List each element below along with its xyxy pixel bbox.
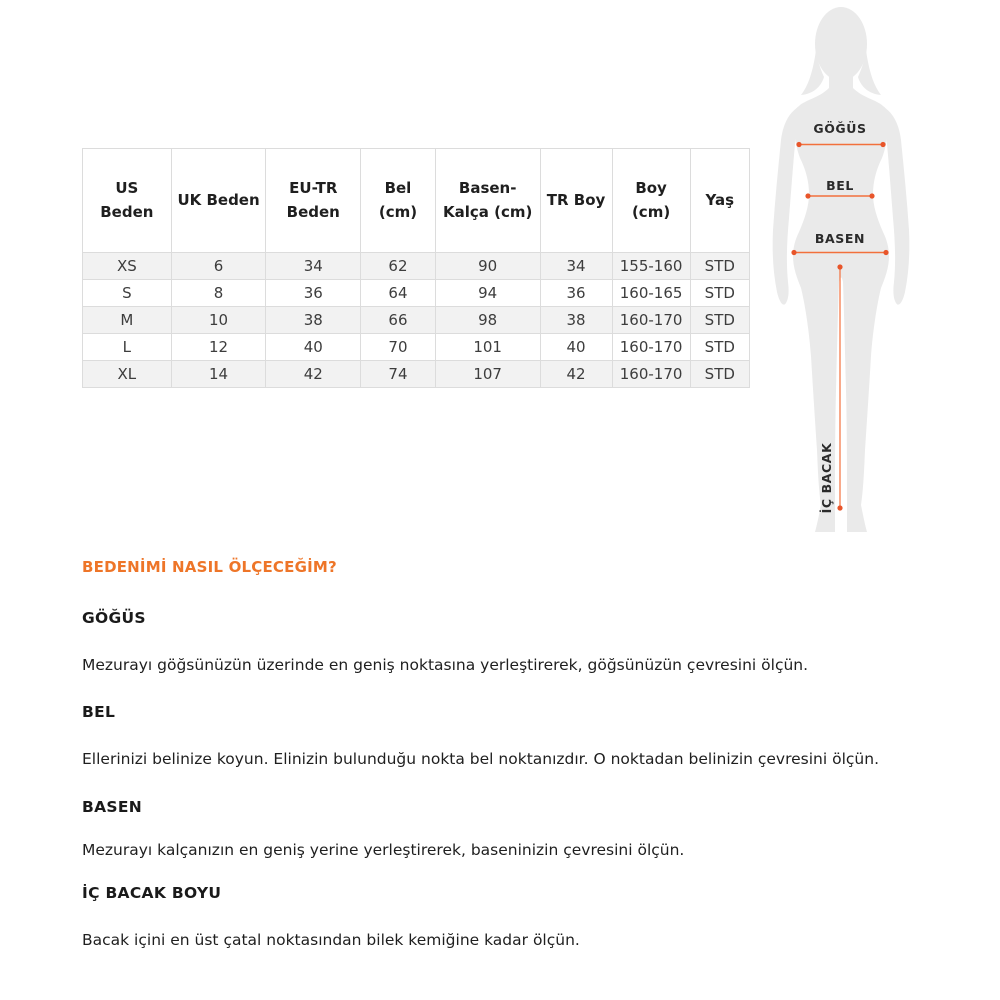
table-cell: 8 [171,280,266,307]
table-cell: 74 [361,361,436,388]
guide-title: BEDENİMİ NASIL ÖLÇECEĞİM? [82,558,337,576]
table-cell: STD [690,253,749,280]
table-cell: 42 [266,361,361,388]
table-cell: 160-170 [612,361,690,388]
table-row [83,334,750,361]
table-cell: 34 [540,253,612,280]
column-header: Basen- Kalça (cm) [435,149,540,253]
table-cell: 36 [540,280,612,307]
section-heading-waist: BEL [82,703,116,722]
table-cell: 38 [266,307,361,334]
size-table-body [83,253,750,388]
section-body-inseam: Bacak içini en üst çatal noktasından bilek kemiğine kadar ölçün. [82,931,580,950]
column-header: US Beden [83,149,172,253]
table-cell: STD [690,361,749,388]
table-cell: STD [690,334,749,361]
table-row [83,280,750,307]
inseam-label: İÇ BACAK [819,442,834,514]
table-cell: 6 [171,253,266,280]
table-cell: 36 [266,280,361,307]
table-cell: 160-170 [612,334,690,361]
table-cell: 160-165 [612,280,690,307]
chest-label: GÖĞÜS [813,121,867,136]
column-header: TR Boy [540,149,612,253]
table-cell: STD [690,307,749,334]
section-heading-inseam: İÇ BACAK BOYU [82,884,222,903]
section-body-waist: Ellerinizi belinize koyun. Elinizin bulunduğu nokta bel noktanızdır. O noktadan belinizin çevresini ölçün. [82,750,879,769]
table-cell: 94 [435,280,540,307]
section-body-hips: Mezurayı kalçanızın en geniş yerine yerleştirerek, baseninizin çevresini ölçün. [82,840,685,859]
column-header: UK Beden [171,149,266,253]
waist-label: BEL [826,178,854,193]
table-cell: M [83,307,172,334]
table-cell: 90 [435,253,540,280]
table-cell: 64 [361,280,436,307]
section-body-chest: Mezurayı göğsünüzün üzerinde en geniş noktasına yerleştirerek, göğsünüzün çevresini ölçün. [82,656,809,674]
table-cell: L [83,334,172,361]
table-cell: 155-160 [612,253,690,280]
table-cell: 160-170 [612,307,690,334]
size-table-header-row [83,149,750,253]
table-cell: 12 [171,334,266,361]
table-cell: 70 [361,334,436,361]
measurement-figure [755,0,935,550]
table-cell: 14 [171,361,266,388]
table-cell: XL [83,361,172,388]
table-cell: XS [83,253,172,280]
section-heading-hips: BASEN [82,797,143,816]
table-cell: S [83,280,172,307]
column-header: EU-TR Beden [266,149,361,253]
column-header: Bel (cm) [361,149,436,253]
column-header: Yaş [690,149,749,253]
column-header: Boy (cm) [612,149,690,253]
table-cell: 40 [540,334,612,361]
table-cell: STD [690,280,749,307]
table-cell: 42 [540,361,612,388]
table-row [83,307,750,334]
table-cell: 98 [435,307,540,334]
table-cell: 38 [540,307,612,334]
table-cell: 66 [361,307,436,334]
table-cell: 40 [266,334,361,361]
female-silhouette-shape [773,7,910,532]
hips-label: BASEN [814,231,866,246]
table-cell: 107 [435,361,540,388]
table-cell: 62 [361,253,436,280]
table-cell: 101 [435,334,540,361]
size-table [82,148,750,388]
table-row [83,361,750,388]
section-heading-chest: GÖĞÜS [82,609,146,627]
table-cell: 34 [266,253,361,280]
body-silhouette-icon [755,0,935,550]
table-row [83,253,750,280]
table-cell: 10 [171,307,266,334]
measuring-guide [82,558,962,979]
